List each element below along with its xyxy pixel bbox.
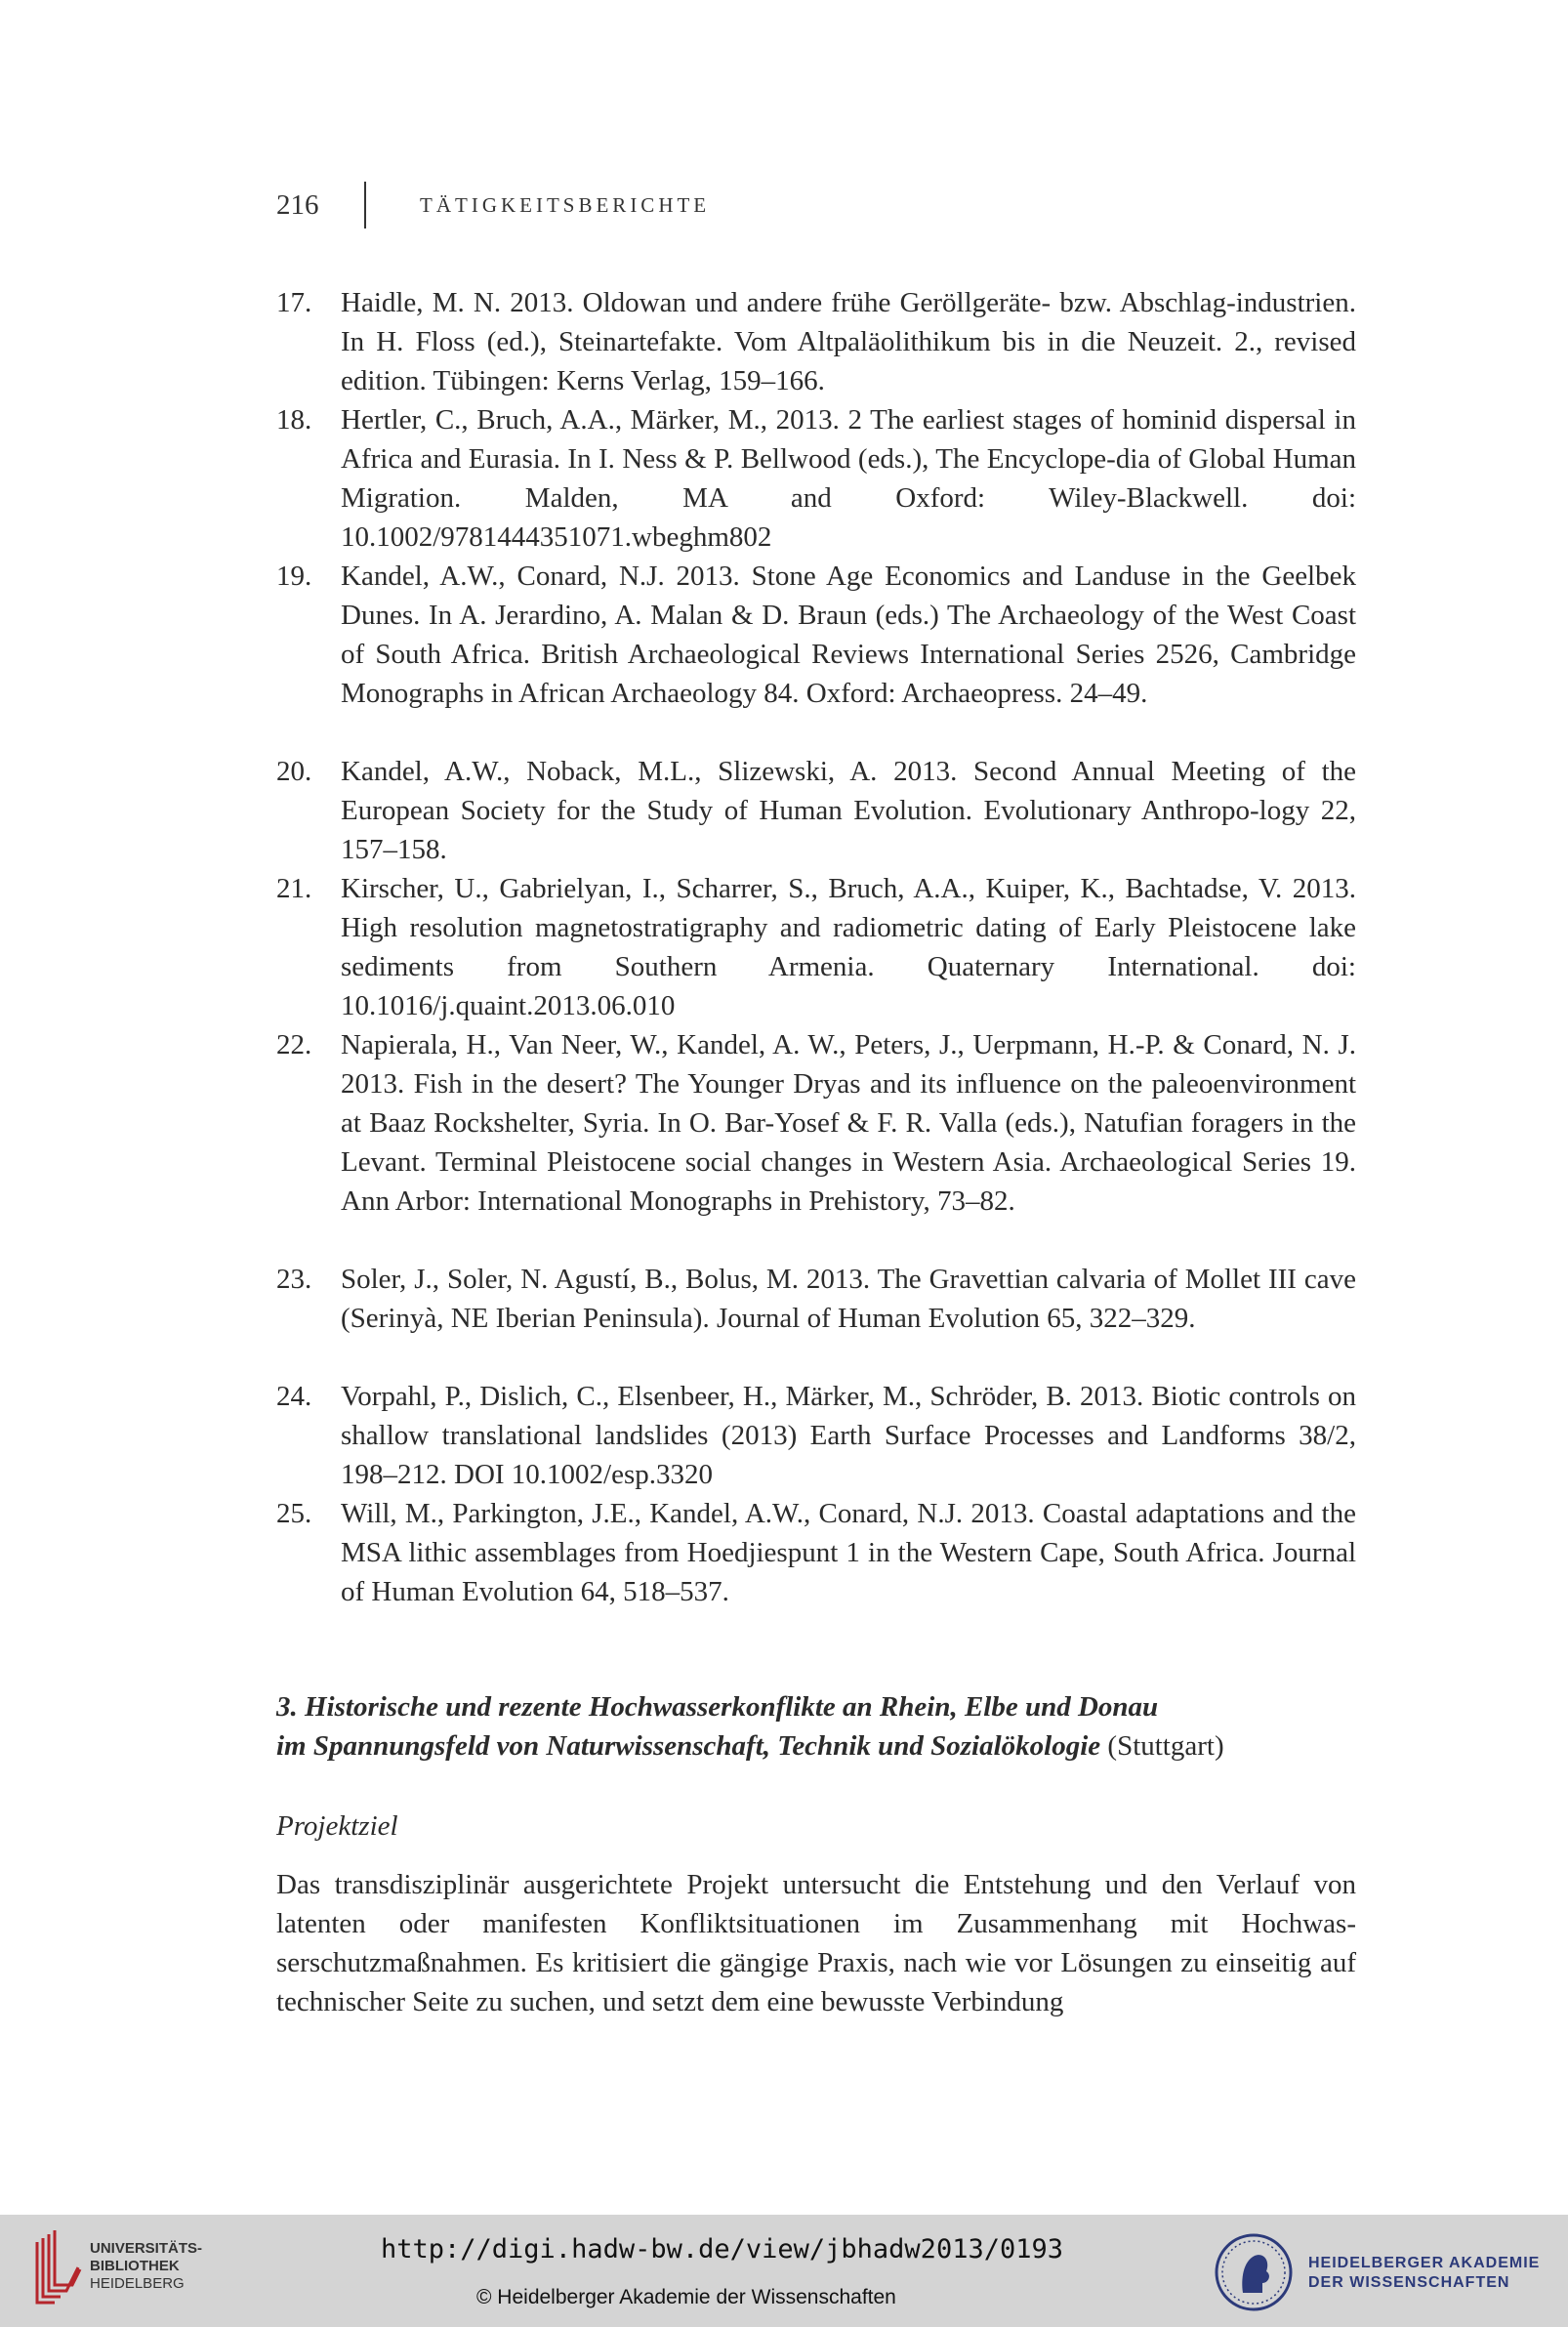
reference-number: 24.	[276, 1381, 312, 1412]
header-divider	[364, 182, 366, 229]
section-heading-line1: 3. Historische und rezente Hochwasserkonflikte an Rhein, Elbe und Donau	[276, 1691, 1159, 1723]
university-library-name	[90, 2240, 202, 2293]
reference-item	[276, 1377, 1356, 1494]
reference-item	[276, 557, 1356, 752]
reference-number: 20.	[276, 756, 312, 787]
reference-list	[276, 283, 1356, 1611]
reference-number: 18.	[276, 404, 312, 436]
reference-item	[276, 1025, 1356, 1260]
library-name-line3: HEIDELBERG	[90, 2275, 185, 2292]
reference-item	[276, 283, 1356, 400]
reference-number: 21.	[276, 873, 312, 904]
reference-text: Hertler, C., Bruch, A.A., Märker, M., 2013. 2 The earliest stages of hominid dispersal in Africa and Eurasia. In I. Ness & P. Bellwood (eds.), The Encyclope-dia of Global Human Migration. Malden, MA and Oxford: Wiley-Blackwell. doi: 10.1002/9781444351071.wbeghm802	[341, 404, 1356, 553]
section-heading-place: (Stuttgart)	[1107, 1730, 1224, 1762]
copyright-notice: © Heidelberger Akademie der Wissenschaften	[476, 2286, 896, 2308]
section-heading-line2-wrapper	[276, 1726, 1356, 1766]
reference-text: Napierala, H., Van Neer, W., Kandel, A. W., Peters, J., Uerpmann, H.-P. & Conard, N. J. 2013. Fish in the desert? The Younger Dryas and its influence on the paleoenvironment at Baaz Rockshelter, Syria. In O. Bar-Yosef & F. R. Valla (eds.), Natufian foragers in the Levant. Terminal Pleistocene social changes in Western Asia. Archaeological Series 19. Ann Arbor: International Monographs in Prehistory, 73–82.	[341, 1029, 1356, 1217]
subheading-projektziel: Projektziel	[276, 1810, 398, 1842]
reference-number: 17.	[276, 287, 312, 318]
running-head	[276, 186, 710, 225]
reference-number: 22.	[276, 1029, 312, 1060]
academy-name-line2: DER WISSENSCHAFTEN	[1308, 2274, 1510, 2291]
academy-seal-icon	[1214, 2232, 1294, 2312]
reference-item	[276, 1494, 1356, 1611]
reference-text: Kirscher, U., Gabrielyan, I., Scharrer, S., Bruch, A.A., Kuiper, K., Bachtadse, V. 2013. High resolution magnetostratigraphy and radiometric dating of Early Pleistocene lake sediments from Southern Armenia. Quaternary International. doi: 10.1016/j.quaint.2013.06.010	[341, 873, 1356, 1021]
library-name-line1: UNIVERSITÄTS-	[90, 2240, 203, 2257]
reference-item	[276, 400, 1356, 557]
section-heading	[276, 1687, 1356, 1766]
reference-number: 25.	[276, 1498, 312, 1529]
reference-text: Haidle, M. N. 2013. Oldowan und andere frühe Geröllgeräte- bzw. Abschlag-industrien. In H. Floss (ed.), Steinartefakte. Vom Altpaläolithikum bis in die Neuzeit. 2., revised edition. Tübingen: Kerns Verlag, 159–166.	[341, 287, 1356, 396]
academy-name-line1: HEIDELBERGER AKADEMIE	[1308, 2255, 1541, 2271]
page-number: 216	[276, 188, 319, 221]
reference-number: 19.	[276, 561, 312, 592]
project-section	[276, 1687, 1356, 2021]
reference-item	[276, 752, 1356, 869]
running-section-title: TÄTIGKEITSBERICHTE	[420, 192, 711, 217]
reference-text: Soler, J., Soler, N. Agustí, B., Bolus, M. 2013. The Gravettian calvaria of Mollet III cave (Serinyà, NE Iberian Peninsula). Journal of Human Evolution 65, 322–329.	[341, 1264, 1356, 1334]
document-url-link[interactable]: http://digi.hadw-bw.de/view/jbhadw2013/0193	[381, 2234, 1063, 2265]
academy-name	[1308, 2254, 1540, 2293]
university-library-logo-icon	[33, 2228, 84, 2308]
reference-item	[276, 1260, 1356, 1377]
section-heading-line2: im Spannungsfeld von Naturwissenschaft, Technik und Sozialökologie	[276, 1730, 1101, 1762]
reference-text: Kandel, A.W., Conard, N.J. 2013. Stone Age Economics and Landuse in the Geelbek Dunes. In A. Jerardino, A. Malan & D. Braun (eds.) The Archaeology of the West Coast of South Africa. British Archaeological Reviews International Series 2526, Cambridge Monographs in African Archaeology 84. Oxford: Archaeopress. 24–49.	[341, 561, 1356, 709]
footer-bar	[0, 2215, 1568, 2327]
reference-text: Will, M., Parkington, J.E., Kandel, A.W., Conard, N.J. 2013. Coastal adaptations and the MSA lithic assemblages from Hoedjiespunt 1 in the Western Cape, South Africa. Journal of Human Evolution 64, 518–537.	[341, 1498, 1356, 1607]
reference-number: 23.	[276, 1264, 312, 1295]
library-name-line2: BIBLIOTHEK	[90, 2258, 180, 2274]
reference-text: Vorpahl, P., Dislich, C., Elsenbeer, H., Märker, M., Schröder, B. 2013. Biotic controls on shallow translational landslides (2013) Earth Surface Processes and Landforms 38/2, 198–212. DOI 10.1002/esp.3320	[341, 1381, 1356, 1490]
reference-text: Kandel, A.W., Noback, M.L., Slizewski, A. 2013. Second Annual Meeting of the European Society for the Study of Human Evolution. Evolutionary Anthropo-logy 22, 157–158.	[341, 756, 1356, 865]
body-paragraph: Das transdisziplinär ausgerichtete Projekt untersucht die Entstehung und den Verlauf von latenten oder manifesten Konfliktsituationen im Zusammenhang mit Hochwas-serschutzmaßnahmen. Es kritisiert die gängige Praxis, nach wie vor Lösungen zu einseitig auf technischer Seite zu suchen, und setzt dem eine bewusste Verbindung	[276, 1869, 1356, 2017]
reference-item	[276, 869, 1356, 1025]
